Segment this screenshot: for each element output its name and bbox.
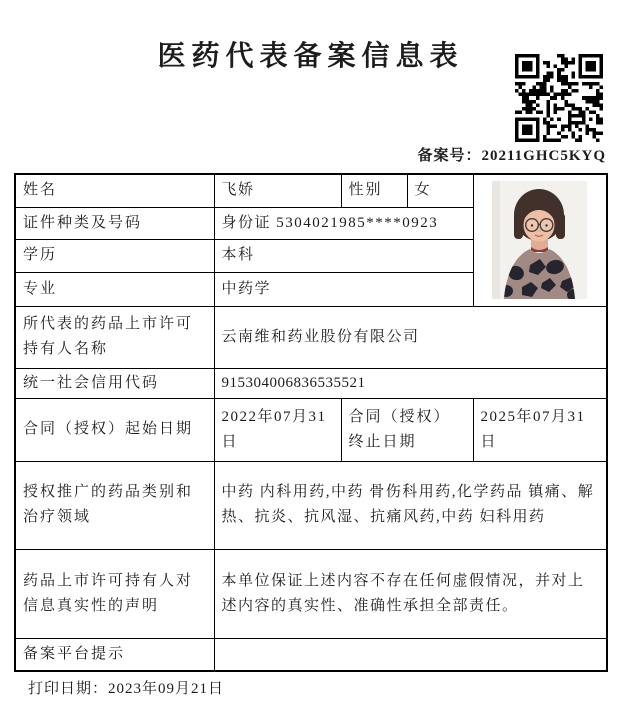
- major-label: 专业: [15, 272, 214, 306]
- registration-number-line: [417, 144, 606, 165]
- table-row: [15, 306, 607, 368]
- contract-end-value: 2025年07月31日: [473, 398, 607, 461]
- table-row: [15, 638, 607, 671]
- page-title: 医药代表备案信息表: [157, 41, 464, 72]
- credit-code-value: 915304006836535521: [214, 368, 607, 398]
- platform-note-value: [214, 638, 607, 671]
- credit-code-label: 统一社会信用代码: [15, 368, 214, 398]
- photo-cell: [473, 174, 607, 306]
- table-row: [15, 398, 607, 461]
- registration-number-label: 备案号：: [417, 148, 482, 164]
- id-card-value: 身份证 5304021985****0923: [214, 207, 473, 239]
- license-holder-value: 云南维和药业股份有限公司: [214, 306, 607, 368]
- drug-category-label: 授权推广的药品类别和治疗领域: [15, 461, 214, 549]
- registration-number-value: 20211GHC5KYQ: [481, 148, 606, 164]
- statement-value: 本单位保证上述内容不存在任何虚假情况，并对上述内容的真实性、准确性承担全部责任。: [214, 549, 607, 638]
- portrait-photo: [492, 181, 587, 299]
- table-row: [15, 368, 607, 398]
- education-value: 本科: [214, 239, 473, 272]
- registration-form-table: [14, 173, 608, 672]
- id-card-label: 证件种类及号码: [15, 207, 214, 239]
- name-label: 姓名: [15, 174, 214, 207]
- qr-code-icon: [515, 54, 603, 142]
- table-row: [15, 549, 607, 638]
- print-date: 打印日期：2023年09月21日: [28, 681, 225, 697]
- education-label: 学历: [15, 239, 214, 272]
- platform-note-label: 备案平台提示: [15, 638, 214, 671]
- drug-category-value: 中药 内科用药,中药 骨伤科用药,化学药品 镇痛、解热、抗炎、抗风湿、抗痛风药,中药 妇科用药: [214, 461, 607, 549]
- major-value: 中药学: [214, 272, 473, 306]
- contract-start-value: 2022年07月31日: [214, 398, 341, 461]
- gender-value: 女: [407, 174, 473, 207]
- name-value: 飞娇: [214, 174, 341, 207]
- statement-label: 药品上市许可持有人对信息真实性的声明: [15, 549, 214, 638]
- contract-end-label: 合同（授权）终止日期: [341, 398, 473, 461]
- gender-label: 性别: [341, 174, 407, 207]
- qr-code: [515, 54, 603, 142]
- license-holder-label: 所代表的药品上市许可持有人名称: [15, 306, 214, 368]
- contract-start-label: 合同（授权）起始日期: [15, 398, 214, 461]
- table-row: [15, 461, 607, 549]
- table-row: [15, 174, 607, 207]
